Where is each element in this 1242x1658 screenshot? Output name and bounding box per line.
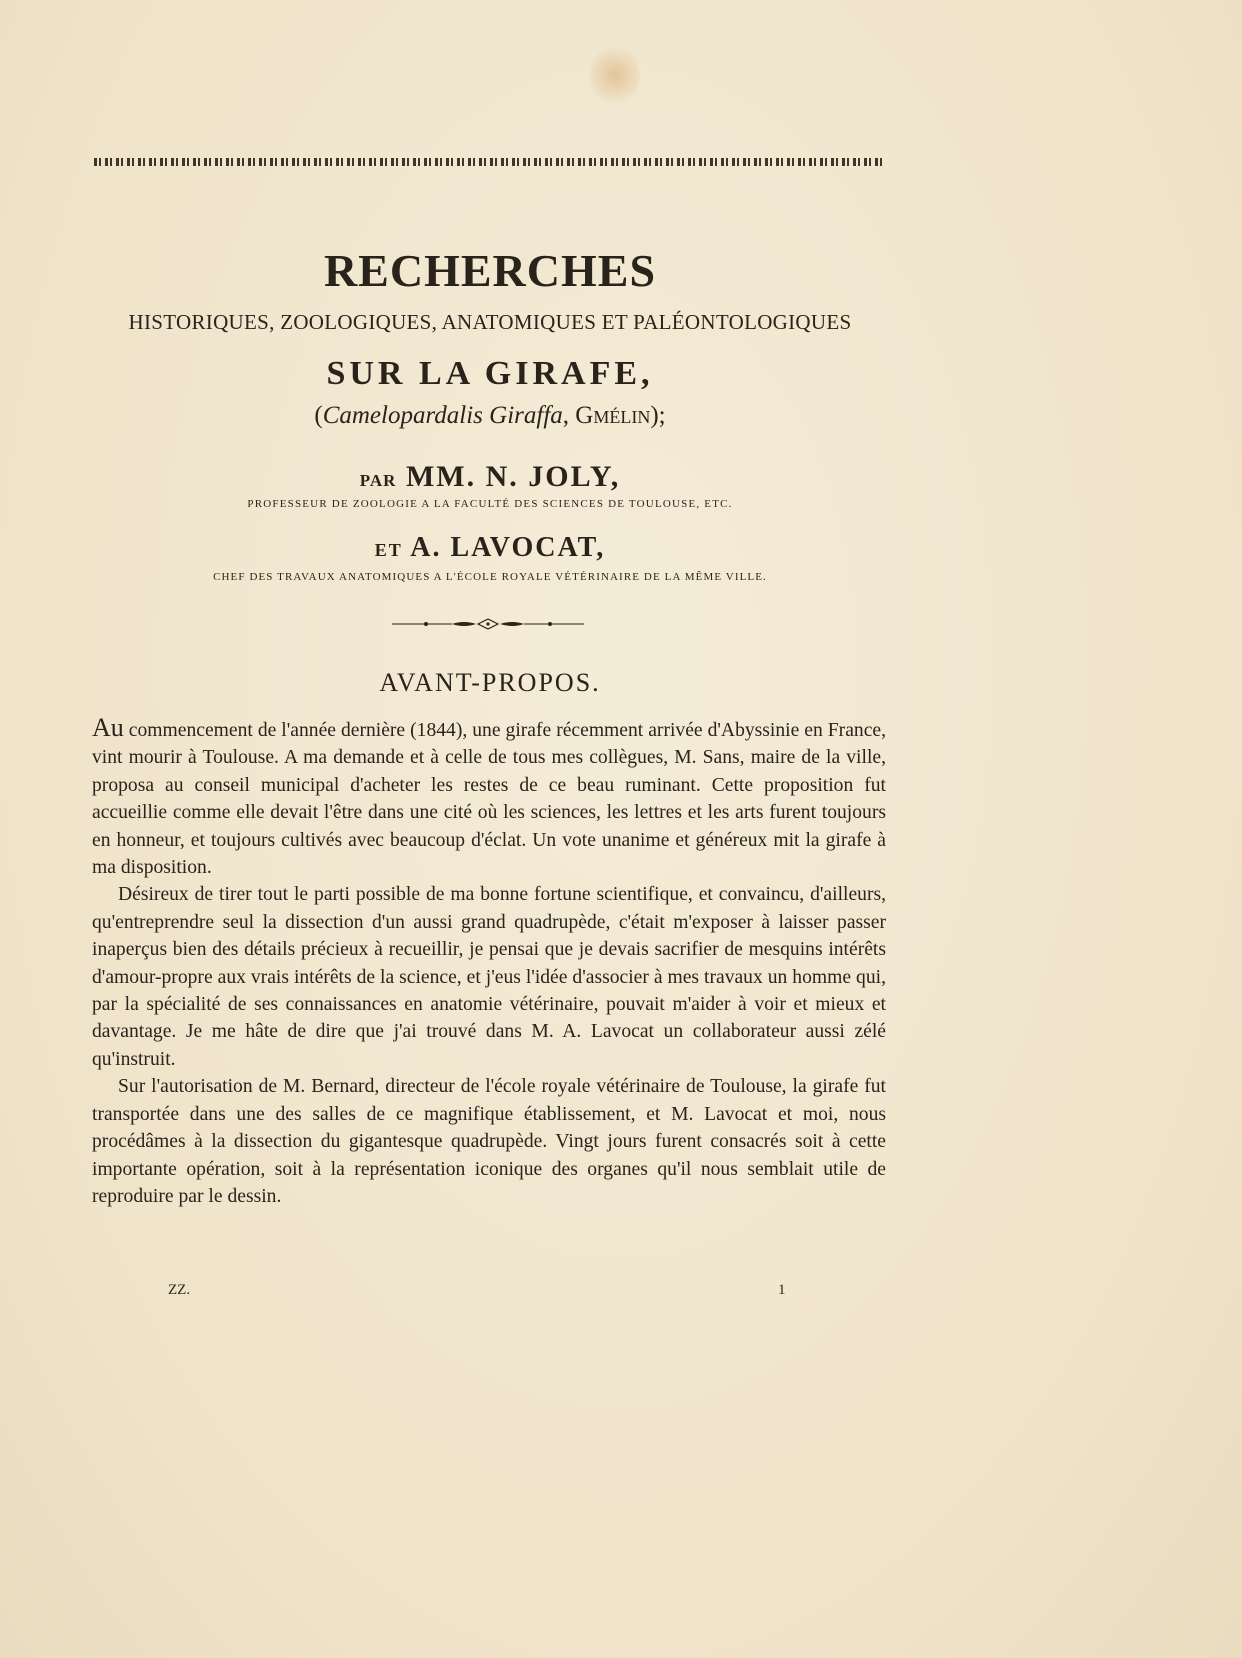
author-line-2 [94,532,886,564]
paragraph-2: Désireux de tirer tout le parti possible de ma bonne fortune scientifique, et convaincu, d'ailleurs, qu'entreprendre seul la dissection d'un aussi grand quadrupède, c'était m'exposer à laisser passer inaperçus bien des détails précieux à recueillir, je pensai que je devais sacrifier de mesquins intérêts d'amour-propre aux vrais intérêts de la science, et j'eus l'idée d'associer à mes travaux un homme qui, par la spécialité de ses connaissances en anatomie vétérinaire, pouvait m'aider à voir et mieux et davantage. Je me hâte de dire que j'ai trouvé dans M. A. Lavocat un collaborateur aussi zélé qu'instruit. [92,884,886,1070]
affiliation-1: PROFESSEUR DE ZOOLOGIE A LA FACULTÉ DES SCIENCES DE TOULOUSE, ETC. [247,498,733,510]
affiliation-2: CHEF DES TRAVAUX ANATOMIQUES A L'ÉCOLE ROYALE VÉTÉRINAIRE DE LA MÊME VILLE. [213,571,767,583]
species-separator: , [562,402,570,429]
author-line-1 [94,460,886,494]
page-title: RECHERCHES [323,245,657,296]
species-epithet: Giraffa [489,402,563,429]
signature-mark: ZZ. [168,1282,191,1298]
page-subtitle: HISTORIQUES, ZOOLOGIQUES, ANATOMIQUES ET PALÉONTOLOGIQUES [128,310,852,334]
paren-close: ); [650,402,666,429]
page-number: 1 [778,1282,786,1298]
paren-open: ( [314,402,323,429]
paper-stain [590,45,640,105]
body-text [92,714,886,1210]
author-prefix: PAR [359,471,397,490]
paragraph-1-initial: Au [92,713,124,742]
species-name [94,402,886,430]
author-conjunction: ET [374,540,403,560]
genus-name: Camelopardalis [322,402,483,429]
author-name-2: A. LAVOCAT, [410,532,606,563]
paragraph-1 [92,714,886,881]
paragraph-1-text: commencement de l'année dernière (1844), une girafe récemment arrivée d'Abyssinie en France, vint mourir à Toulouse. A ma demande et à celle de tous mes collègues, M. Sans, maire de la ville, proposa au conseil municipal d'acheter les restes de ce beau ruminant. Cette proposition fut accueillie comme elle devait l'être dans une cité où les sciences, les lettres et les arts furent toujours en honneur, et toujours cultivés avec beaucoup d'éclat. Un vote unanime et généreux mit la girafe à ma disposition. [92,720,886,879]
section-heading: AVANT-PROPOS. [379,668,601,697]
top-decorative-rule [94,158,886,166]
author-name-1: MM. N. JOLY, [405,460,621,493]
paragraph-3: Sur l'autorisation de M. Bernard, directeur de l'école royale vétérinaire de Toulouse, la girafe fut transportée dans une des salles de ce magnifique établissement, et M. Lavocat et moi, nous procédâmes à la dissection du gigantesque quadrupède. Vingt jours furent consacrés soit à cette importante opération, soit à la représentation iconique des organes qu'il nous semblait utile de reproduire par le dessin. [92,1076,886,1207]
ornament-divider [392,618,584,630]
subject-heading: SUR LA GIRAFE, [326,355,654,392]
taxon-author: Gmélin [575,402,651,429]
